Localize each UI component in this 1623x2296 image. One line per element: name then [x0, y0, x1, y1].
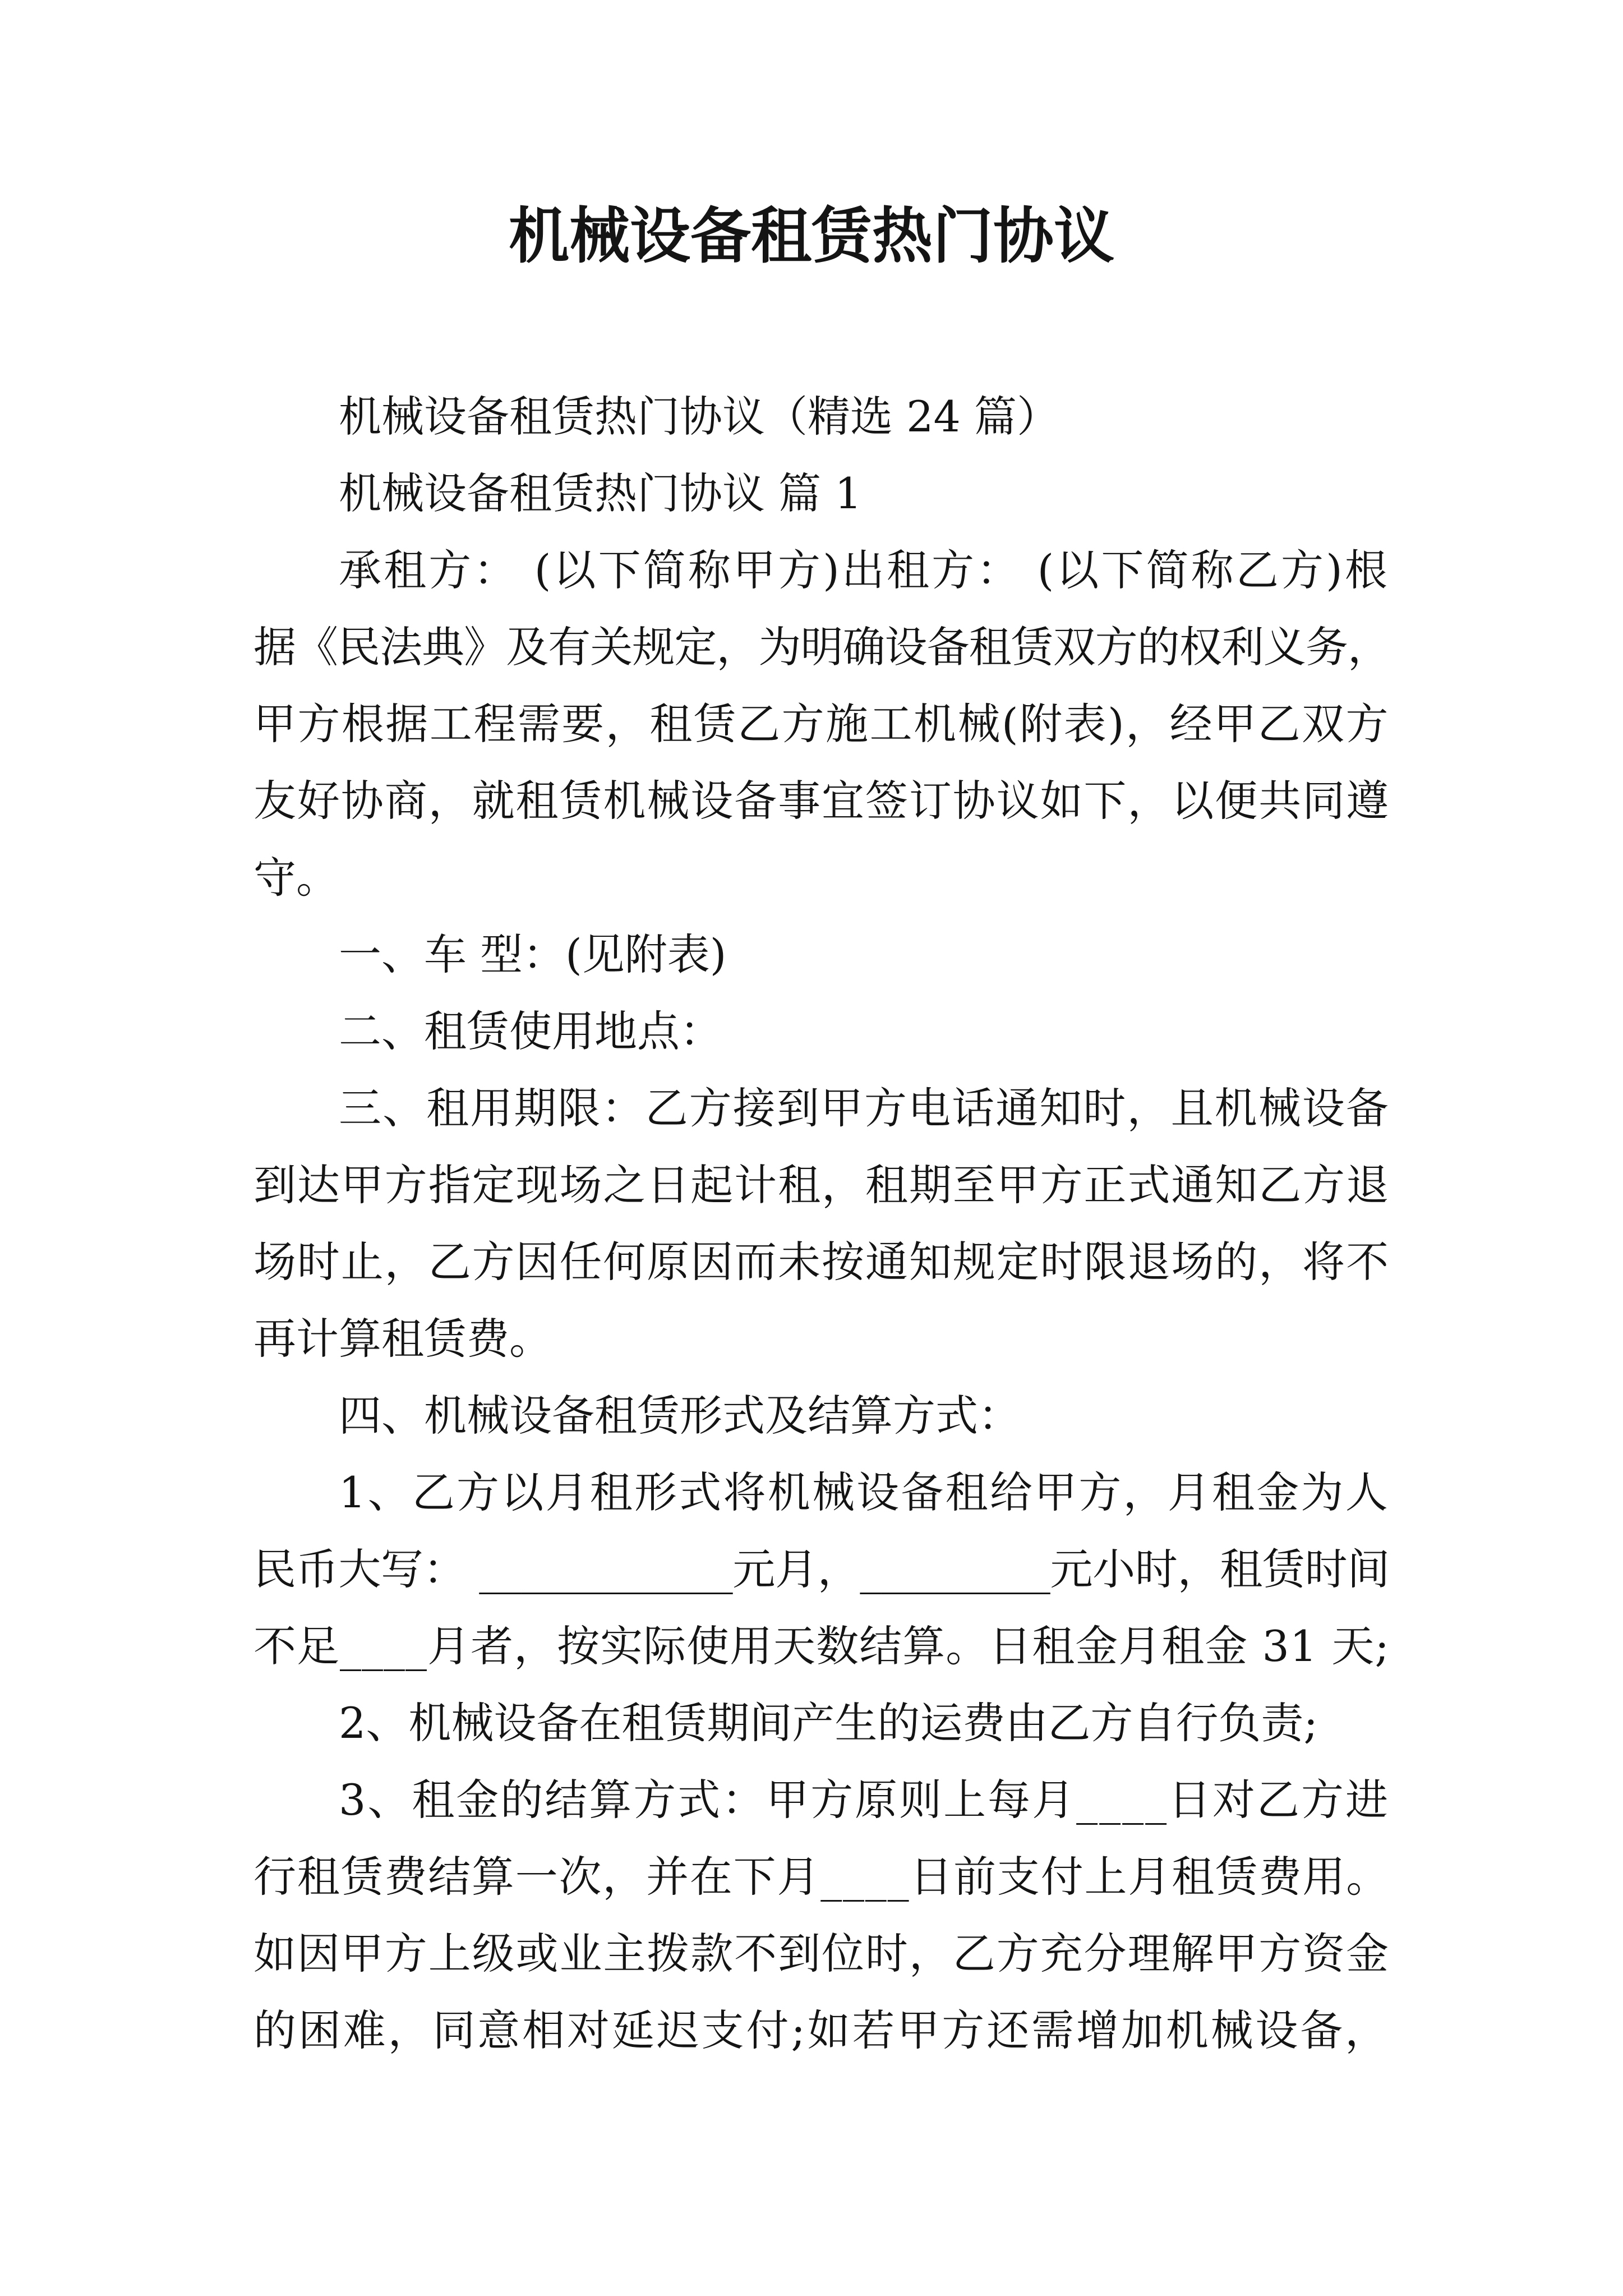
text-line — [253, 993, 1390, 1070]
clause-4-item-2 — [253, 1685, 1390, 1761]
text-line — [253, 1223, 1390, 1300]
line-text: 一、车 型：(见附表) — [339, 930, 727, 979]
text-line — [253, 916, 1390, 993]
line-text: 甲方根据工程需要，租赁乙方施工机械(附表)，经甲乙双方 — [253, 699, 1390, 749]
text-line — [253, 762, 1390, 839]
text-line — [253, 1531, 1390, 1608]
text-line — [253, 1377, 1390, 1454]
clause-1-vehicle-type — [253, 916, 1390, 993]
text-line — [253, 455, 1390, 532]
clause-4-heading — [253, 1377, 1390, 1454]
clause-3-term — [253, 1070, 1390, 1377]
line-text: 二、租赁使用地点： — [339, 1006, 722, 1056]
text-line — [253, 609, 1390, 685]
line-text: 3、租金的结算方式：甲方原则上每月____日对乙方进 — [339, 1775, 1390, 1825]
text-line — [253, 1300, 1390, 1377]
line-text: 守。 — [253, 853, 339, 903]
line-text: 据《民法典》及有关规定，为明确设备租赁双方的权利义务， — [253, 622, 1390, 672]
text-line — [253, 1992, 1390, 2069]
line-text: 再计算租赁费。 — [253, 1314, 552, 1364]
line-text: 的困难，同意相对延迟支付;如若甲方还需增加机械设备， — [253, 2005, 1390, 2055]
clause-4-item-1 — [253, 1454, 1390, 1685]
paragraph-parties — [253, 532, 1390, 916]
line-text: 友好协商，就租赁机械设备事宜签订协议如下，以便共同遵 — [253, 776, 1390, 826]
paragraph-heading-article-1 — [253, 455, 1390, 532]
text-line — [253, 1838, 1390, 1915]
text-line — [253, 1147, 1390, 1223]
text-line — [253, 1685, 1390, 1761]
line-text: 2、机械设备在租赁期间产生的运费由乙方自行负责; — [339, 1698, 1318, 1748]
text-line — [253, 1915, 1390, 1992]
line-text: 不足____月者，按实际使用天数结算。日租金月租金 31 天; — [253, 1621, 1390, 1671]
line-text: 行租赁费结算一次，并在下月____日前支付上月租赁费用。 — [253, 1852, 1390, 1902]
line-text: 承租方： (以下简称甲方)出租方： (以下简称乙方)根 — [339, 545, 1390, 595]
text-line — [253, 839, 1390, 916]
text-line — [253, 378, 1390, 455]
document-body — [253, 378, 1390, 2069]
line-text: 1、乙方以月租形式将机械设备租给甲方，月租金为人 — [339, 1467, 1390, 1517]
line-text: 到达甲方指定现场之日起计租，租期至甲方正式通知乙方退 — [253, 1160, 1390, 1210]
line-text: 机械设备租赁热门协议 篇 1 — [339, 468, 862, 518]
text-line — [253, 1608, 1390, 1685]
document-title: 机械设备租赁热门协议 — [508, 201, 1114, 272]
text-line — [253, 685, 1390, 762]
line-text: 场时止，乙方因任何原因而未按通知规定时限退场的，将不 — [253, 1237, 1390, 1287]
line-text: 机械设备租赁热门协议（精选 24 篇） — [339, 392, 1060, 441]
line-text: 如因甲方上级或业主拨款不到位时，乙方充分理解甲方资金 — [253, 1929, 1390, 1978]
clause-2-location — [253, 993, 1390, 1070]
clause-4-item-3 — [253, 1761, 1390, 2069]
text-line — [253, 1454, 1390, 1531]
paragraph-heading-collection — [253, 378, 1390, 455]
line-text: 民币大写： ____________元月，_________元小时，租赁时间 — [253, 1544, 1390, 1594]
text-line — [253, 1761, 1390, 1838]
text-line — [253, 1070, 1390, 1147]
text-line — [253, 532, 1390, 609]
line-text: 三、租用期限：乙方接到甲方电话通知时，且机械设备 — [339, 1083, 1390, 1133]
line-text: 四、机械设备租赁形式及结算方式： — [339, 1391, 1021, 1441]
